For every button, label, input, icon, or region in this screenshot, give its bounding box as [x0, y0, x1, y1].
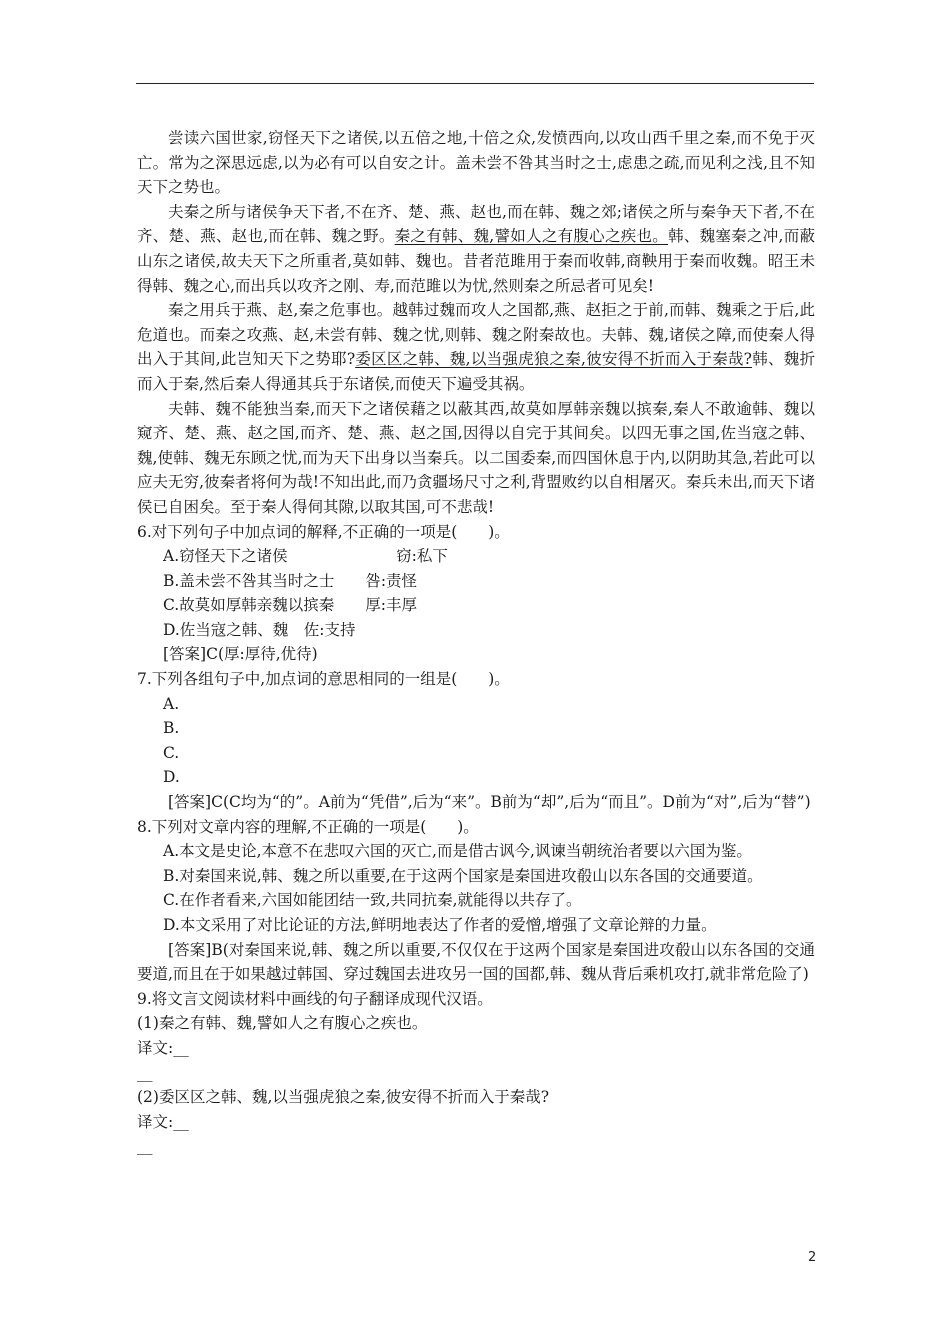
underlined-sentence-1: 秦之有韩、魏,譬如人之有腹心之疾也。 — [394, 227, 669, 246]
question-7-option-c: C. — [163, 743, 180, 762]
question-8-option-d: D.本文采用了对比论证的方法,鲜明地表达了作者的爱憎,增强了文章论辩的力量。 — [163, 916, 717, 934]
passage-paragraph-1: 尝读六国世家,窃怪天下之诸侯,以五倍之地,十倍之众,发愤西向,以攻山西千里之秦,而不免于灭亡。常为之深思远虑,以为必有可以自安之计。盖未尝不咎其当时之士,虑患之疏,而见利之浅,且不知天下之势也。 — [137, 129, 815, 197]
question-8-option-c: C.在作者看来,六国如能团结一致,共同抗秦,就能得以共存了。 — [163, 891, 582, 910]
translation-label-1: 译文:__ — [137, 1038, 189, 1057]
question-8-answer: [答案]B(对秦国来说,韩、魏之所以重要,不仅仅在于这两个国家是秦国进攻殽山以东各国的交通要道,而且在于如果越过韩国、穿过魏国去进攻另一国的国都,韩、魏从背后乘机攻打,就非常危险了) — [137, 940, 815, 984]
passage-paragraph-3 — [137, 298, 815, 396]
answer-blank-2: __ — [137, 1137, 153, 1156]
translation-label-2: 译文:__ — [137, 1112, 189, 1131]
passage-paragraph-2 — [137, 200, 815, 298]
header-rule — [136, 83, 814, 84]
question-7-option-b: B. — [163, 719, 180, 738]
question-6-option-a: A.窃怪天下之诸侯 窃:私下 — [163, 547, 448, 566]
question-7-answer: [答案]C(C均为“的”。A前为“凭借”,后为“来”。B前为“却”,后为“而且”。D前为“对”,后为“替”) — [168, 793, 811, 812]
underlined-sentence-2: 委区区之韩、魏,以当强虎狼之秦,彼安得不折而入于秦哉? — [355, 350, 752, 369]
passage-text: 韩、魏塞秦之冲,而蔽山东之诸侯,故夫天下之所重者,莫如韩、魏也。昔者范雎用于秦而收韩,商鞅用于秦而收魏。昭王未得韩、魏之心,而出兵以攻齐之刚、寿,而范雎以为忧,然则秦之所忌者可见矣! — [137, 227, 815, 295]
question-9-stem: 9.将文言文阅读材料中画线的句子翻译成现代汉语。 — [137, 989, 493, 1008]
page-number: 2 — [808, 1250, 817, 1265]
document-body — [137, 126, 815, 1159]
question-7-stem: 7.下列各组句子中,加点词的意思相同的一组是( )。 — [137, 670, 510, 689]
question-6-option-c: C.故莫如厚韩亲魏以摈秦 厚:丰厚 — [163, 596, 417, 615]
passage-text: 秦之用兵于燕、赵,秦之危事也。越韩过魏而攻人之国都,燕、赵拒之于前,而韩、魏乘之于后,此危道也。而秦之攻燕、赵,未尝有韩、魏之忧,则韩、魏之附秦故也。夫韩、魏,诸侯之障,而使秦人得出入于其间,此岂知天下之势耶? — [137, 301, 815, 369]
question-8-option-b: B.对秦国来说,韩、魏之所以重要,在于这两个国家是秦国进攻殽山以东各国的交通要道。 — [163, 866, 763, 885]
question-8-option-a: A.本文是史论,本意不在悲叹六国的灭亡,而是借古讽今,讽谏当朝统治者要以六国为鉴。 — [163, 842, 752, 861]
question-6-answer: [答案]C(厚:厚待,优待) — [163, 645, 318, 664]
question-8-stem: 8.下列对文章内容的理解,不正确的一项是( )。 — [137, 817, 479, 836]
question-6-option-d: D.佐当寇之韩、魏 佐:支持 — [163, 620, 356, 639]
question-9-sentence-2: (2)委区区之韩、魏,以当强虎狼之秦,彼安得不折而入于秦哉? — [137, 1088, 550, 1107]
passage-paragraph-4: 夫韩、魏不能独当秦,而天下之诸侯藉之以蔽其西,故莫如厚韩亲魏以摈秦,秦人不敢逾韩、魏以窥齐、楚、燕、赵之国,而齐、楚、燕、赵之国,因得以自完于其间矣。以四无事之国,佐当寇之韩、魏,使韩、魏无东顾之忧,而为天下出身以当秦兵。以二国委秦,而四国休息于内,以阴助其急,若此可以应夫无穷,彼秦者将何为哉!不知出此,而乃贪疆场尺寸之利,背盟败约以自相屠灭。秦兵未出,而天下诸侯已自困矣。至于秦人得伺其隙,以取其国,可不悲哉! — [137, 399, 815, 516]
passage-text: 夫秦之所与诸侯争天下者,不在齐、楚、燕、赵也,而在韩、魏之郊;诸侯之所与秦争天下者,不在齐、楚、燕、赵也,而在韩、魏之野。 — [137, 202, 815, 246]
question-9-sentence-1: (1)秦之有韩、魏,譬如人之有腹心之疾也。 — [137, 1014, 428, 1033]
question-6-stem: 6.对下列句子中加点词的解释,不正确的一项是( )。 — [137, 522, 510, 541]
passage-text: 韩、魏折而入于秦,然后秦人得通其兵于东诸侯,而使天下遍受其祸。 — [137, 350, 815, 393]
answer-blank-1: __ — [137, 1063, 153, 1082]
question-6-option-b: B.盖未尝不咎其当时之士 咎:责怪 — [163, 571, 418, 590]
question-7-option-d: D. — [163, 768, 180, 787]
question-7-option-a: A. — [163, 694, 180, 713]
